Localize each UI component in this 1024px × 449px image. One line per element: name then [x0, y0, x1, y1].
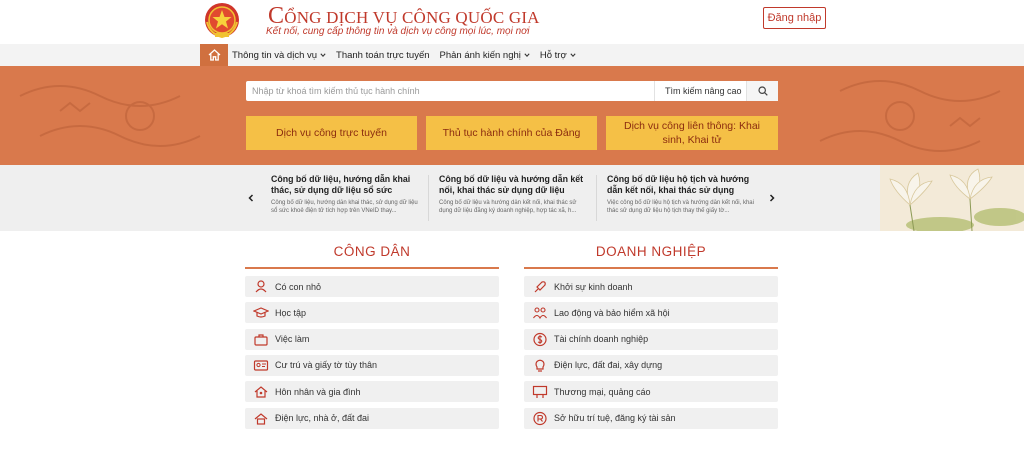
business-topic-label: Điện lực, đất đai, xây dựng	[554, 360, 663, 371]
citizen-topic-item[interactable]	[245, 408, 499, 429]
news-description: Việc công bố dữ liệu hộ tịch và hướng dẫn kết nối, khai thác sử dụng dữ liệu hộ tịch thay thế giấy tờ...	[607, 200, 754, 214]
search-button[interactable]	[746, 81, 778, 101]
search-icon	[758, 86, 768, 96]
citizen-topic-label: Có con nhỏ	[275, 281, 322, 292]
news-item[interactable]	[607, 174, 755, 215]
news-divider	[428, 175, 429, 221]
nav-item-label: Phản ánh kiến nghị	[439, 49, 521, 61]
nav-item-label: Thông tin và dịch vụ	[232, 49, 318, 61]
portal-title-rest: ỔNG DỊCH VỤ CÔNG QUỐC GIA	[284, 8, 540, 27]
house-icon	[253, 411, 269, 425]
chevron-down-icon	[320, 52, 326, 58]
news-item[interactable]	[271, 174, 419, 215]
business-topic-label: Tài chính doanh nghiệp	[554, 334, 649, 345]
nav-item-label: Thanh toán trực tuyến	[336, 49, 430, 61]
portal-title-first-letter: C	[268, 3, 285, 29]
workers-icon	[532, 306, 548, 320]
citizen-topic-label: Việc làm	[275, 334, 310, 345]
chevron-down-icon	[570, 52, 576, 58]
dollar-icon	[532, 332, 548, 346]
nav-item-label: Hỗ trợ	[539, 49, 567, 61]
national-emblem-icon[interactable]	[200, 0, 244, 40]
business-topic-label: Sở hữu trí tuệ, đăng ký tài sản	[554, 413, 676, 423]
nav-item[interactable]	[336, 50, 430, 61]
search-input[interactable]	[246, 81, 654, 101]
party-procedures-card[interactable]: Thủ tục hành chính của Đảng	[426, 116, 597, 150]
family-icon	[253, 385, 269, 399]
carousel-next-button[interactable]	[767, 192, 777, 204]
citizen-topic-item[interactable]	[245, 302, 499, 323]
business-topic-label: Lao động và bảo hiểm xã hội	[554, 307, 670, 318]
business-section-underline	[524, 267, 778, 269]
citizen-topic-item[interactable]	[245, 276, 499, 297]
business-topic-item[interactable]	[524, 276, 778, 297]
business-topic-item[interactable]	[524, 329, 778, 350]
home-icon	[208, 49, 221, 61]
news-description: Công bố dữ liệu và hướng dẫn kết nối, khai thác sử dụng dữ liệu đăng ký doanh nghiệp, hợp tác xã, h...	[439, 200, 577, 214]
billboard-icon	[532, 385, 548, 399]
citizen-topic-label: Hôn nhân và gia đình	[275, 386, 361, 397]
search-bar	[246, 81, 778, 101]
news-title[interactable]: Công bố dữ liệu và hướng dẫn kết nối, khai thác sử dụng dữ liệu	[439, 174, 584, 195]
citizen-section-heading[interactable]: CÔNG DÂN	[333, 244, 411, 259]
main-nav	[0, 44, 1024, 66]
lightbulb-icon	[532, 358, 548, 372]
business-topic-item[interactable]	[524, 302, 778, 323]
graduation-cap-icon	[253, 306, 269, 320]
nav-items	[232, 44, 586, 66]
citizen-topic-item[interactable]	[245, 329, 499, 350]
baby-icon	[253, 280, 269, 294]
rocket-icon	[532, 280, 548, 294]
news-carousel	[0, 165, 1024, 231]
login-button[interactable]: Đăng nhập	[763, 7, 826, 29]
nav-item[interactable]	[440, 50, 530, 61]
chevron-down-icon	[524, 52, 530, 58]
business-topic-label: Thương mại, quảng cáo	[554, 386, 651, 397]
citizen-topic-item[interactable]	[245, 381, 499, 402]
chevron-right-icon	[769, 194, 775, 202]
business-topic-item[interactable]	[524, 408, 778, 429]
birth-death-linked-services-card[interactable]: Dịch vụ công liên thông: Khai sinh, Khai tử	[606, 116, 778, 150]
news-title[interactable]: Công bố dữ liệu, hướng dẫn khai thác, sử dụng dữ liệu sổ sức	[271, 174, 411, 195]
briefcase-icon	[253, 332, 269, 346]
carousel-prev-button[interactable]	[246, 192, 256, 204]
site-header	[0, 0, 1024, 44]
news-item[interactable]	[439, 174, 587, 215]
home-button[interactable]	[200, 44, 228, 66]
business-topic-item[interactable]	[524, 381, 778, 402]
nav-item[interactable]	[232, 50, 326, 61]
lotus-decoration	[840, 165, 1024, 231]
citizen-topic-label: Học tập	[275, 307, 307, 318]
business-section-heading[interactable]: DOANH NGHIỆP	[595, 244, 707, 259]
news-description: Công bố dữ liệu, hướng dẫn khai thác, sử dụng dữ liệu sổ sức khoẻ điện tử tích hợp trên VNeID thay...	[271, 200, 418, 214]
portal-slogan: Kết nối, cung cấp thông tin và dịch vụ công mọi lúc, mọi nơi	[266, 26, 530, 37]
advanced-search-button[interactable]: Tìm kiếm nâng cao	[654, 81, 746, 101]
citizen-topic-label: Điện lực, nhà ở, đất đai	[275, 413, 369, 423]
chevron-left-icon	[248, 194, 254, 202]
hero-banner	[0, 66, 1024, 165]
citizen-topic-label: Cư trú và giấy tờ tùy thân	[275, 360, 377, 371]
citizen-topic-item[interactable]	[245, 355, 499, 376]
id-card-icon	[253, 358, 269, 372]
trademark-icon	[532, 411, 548, 425]
nav-item[interactable]	[540, 50, 576, 61]
online-public-services-card[interactable]: Dịch vụ công trực tuyến	[246, 116, 417, 150]
news-divider	[596, 175, 597, 221]
business-topic-item[interactable]	[524, 355, 778, 376]
business-topic-label: Khởi sự kinh doanh	[554, 281, 633, 292]
citizen-section-underline	[245, 267, 499, 269]
news-title[interactable]: Công bố dữ liệu hộ tịch và hướng dẫn kết nối, khai thác sử dụng	[607, 174, 750, 195]
